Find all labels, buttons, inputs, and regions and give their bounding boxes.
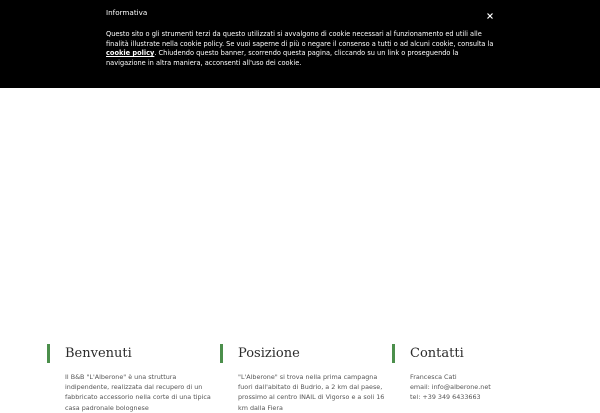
section-body <box>410 372 560 403</box>
section-accent-bar <box>392 344 395 363</box>
contact-phone[interactable]: tel: +39 349 6433663 <box>410 393 481 402</box>
close-icon-glyph <box>484 10 496 22</box>
section-heading: Benvenuti <box>65 346 132 361</box>
close-icon[interactable] <box>484 10 496 22</box>
section-body: "L'Alberone" si trova nella prima campagna fuori dall'abitato di Budrio, a 2 km dal paese, prossimo al centro INAIL di Vigorso e a soli 16 km dalla Fiera <box>238 373 385 412</box>
section-heading: Posizione <box>238 346 300 361</box>
contact-email[interactable]: email: info@alberone.net <box>410 383 491 392</box>
section-body: Il B&B "L'Alberone" è una struttura indipendente, realizzata dal recupero di un fabbricato accessorio nella corte di una tipica casa padronale bolognese <box>65 373 211 412</box>
cookie-policy-link[interactable]: cookie policy <box>106 49 155 58</box>
contact-name: Francesca Cati <box>410 373 457 381</box>
section-accent-bar <box>47 344 50 363</box>
cookie-banner-text <box>106 30 496 68</box>
cookie-banner-title: Informativa <box>106 8 148 17</box>
cookie-banner <box>0 0 600 88</box>
cookie-text-part-2: . Chiudendo questo banner, scorrendo questa pagina, cliccando su un link o proseguendo la navigazione in altra maniera, acconsenti all'uso dei cookie. <box>106 49 459 67</box>
section-accent-bar <box>220 344 223 363</box>
section-heading: Contatti <box>410 346 464 361</box>
cookie-text-part-1: Questo sito o gli strumenti terzi da questo utilizzati si avvalgono di cookie necessari al funzionamento ed utili alle finalità illustrate nella cookie policy. Se vuoi saperne di più o negare il consenso a tutti o ad alcuni cookie, consulta la <box>106 30 494 48</box>
